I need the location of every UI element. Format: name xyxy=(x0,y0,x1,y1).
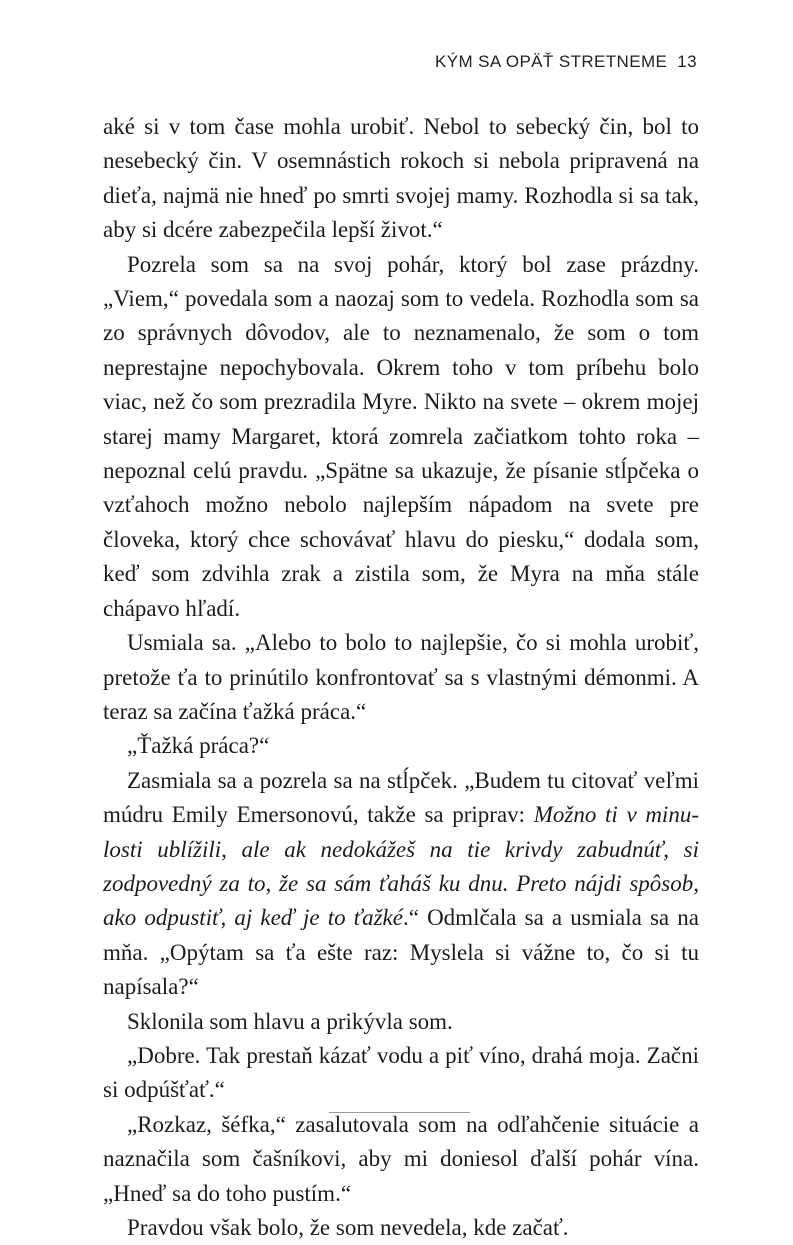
running-head-title: KÝM SA OPÄŤ STRETNEME xyxy=(435,52,668,71)
paragraph-text: Zasmiala sa a pozrela sa na stĺpček. „Budem tu citovať veľmi múdru Emily Emersonovú, takže sa priprav: xyxy=(103,767,699,828)
section-divider xyxy=(329,1112,470,1113)
page-body xyxy=(103,110,699,1245)
paragraph: Sklonila som hlavu a prikývla som. xyxy=(127,1008,453,1034)
running-head xyxy=(435,52,697,72)
page-number: 13 xyxy=(677,52,697,71)
italic-quote: Možno ti v minulosti ublížili, ale ak nedokážeš na tie krivdy zabudnúť, si zodpovedný za to, že sa sám ťaháš ku dnu. Preto nájdi spôsob, ako odpustiť, aj keď je to ťažké xyxy=(103,802,699,931)
paragraph: „Ťažká práca?“ xyxy=(127,733,270,759)
paragraph: „Dobre. Tak prestaň kázať vodu a piť víno, drahá moja. Začni si odpúšťať.“ xyxy=(103,1042,699,1103)
paragraph: Pozrela som sa na svoj pohár, ktorý bol zase prázdny. „Viem,“ povedala som a naozaj som to vedela. Rozhodla som sa zo správnych dôvodov, ale to neznamenalo, že som o tom neprestajne nepochybovala. Okrem toho v tom príbehu bolo viac, než čo som prezradila Myre. Nikto na svete – okrem mojej starej mamy Margaret, ktorá zomrela začiatkom tohto roka – nepoznal celú pravdu. „Spätne sa ukazuje, že písanie stĺpčeka o vzťahoch možno nebolo najlepším nápadom na svete pre človeka, ktorý chce schovávať hlavu do piesku,“ dodala som, keď som zdvihla zrak a zistila som, že Myra na mňa stále chápavo hľadí. xyxy=(103,251,699,621)
paragraph-with-quote xyxy=(103,764,699,1005)
paragraph: „Rozkaz, šéfka,“ zasalutovala som na odľahčenie situácie a naznačila som čašníkovi, aby mi doniesol ďalší pohár vína. „Hneď sa do toho pustím.“ xyxy=(103,1111,699,1206)
paragraph: Usmiala sa. „Alebo to bolo to najlepšie, čo si mohla urobiť, pretože ťa to prinútilo konfrontovať sa s vlastnými démonmi. A teraz sa začína ťažká práca.“ xyxy=(103,630,699,724)
paragraph: Pravdou však bolo, že som nevedela, kde začať. xyxy=(127,1215,569,1240)
paragraph: aké si v tom čase mohla urobiť. Nebol to sebecký čin, bol to nesebecký čin. V osemnástich rokoch si nebola pripravená na dieťa, najmä nie hneď po smrti svojej mamy. Rozhodla si sa tak, aby si dcére zabezpečila lepší život.“ xyxy=(103,114,699,243)
paragraph-text: .“ Odmlčala sa a usmiala sa na mňa. „Opýtam sa ťa ešte raz: Myslela si vážne to, čo si tu napísala?“ xyxy=(103,905,699,1000)
